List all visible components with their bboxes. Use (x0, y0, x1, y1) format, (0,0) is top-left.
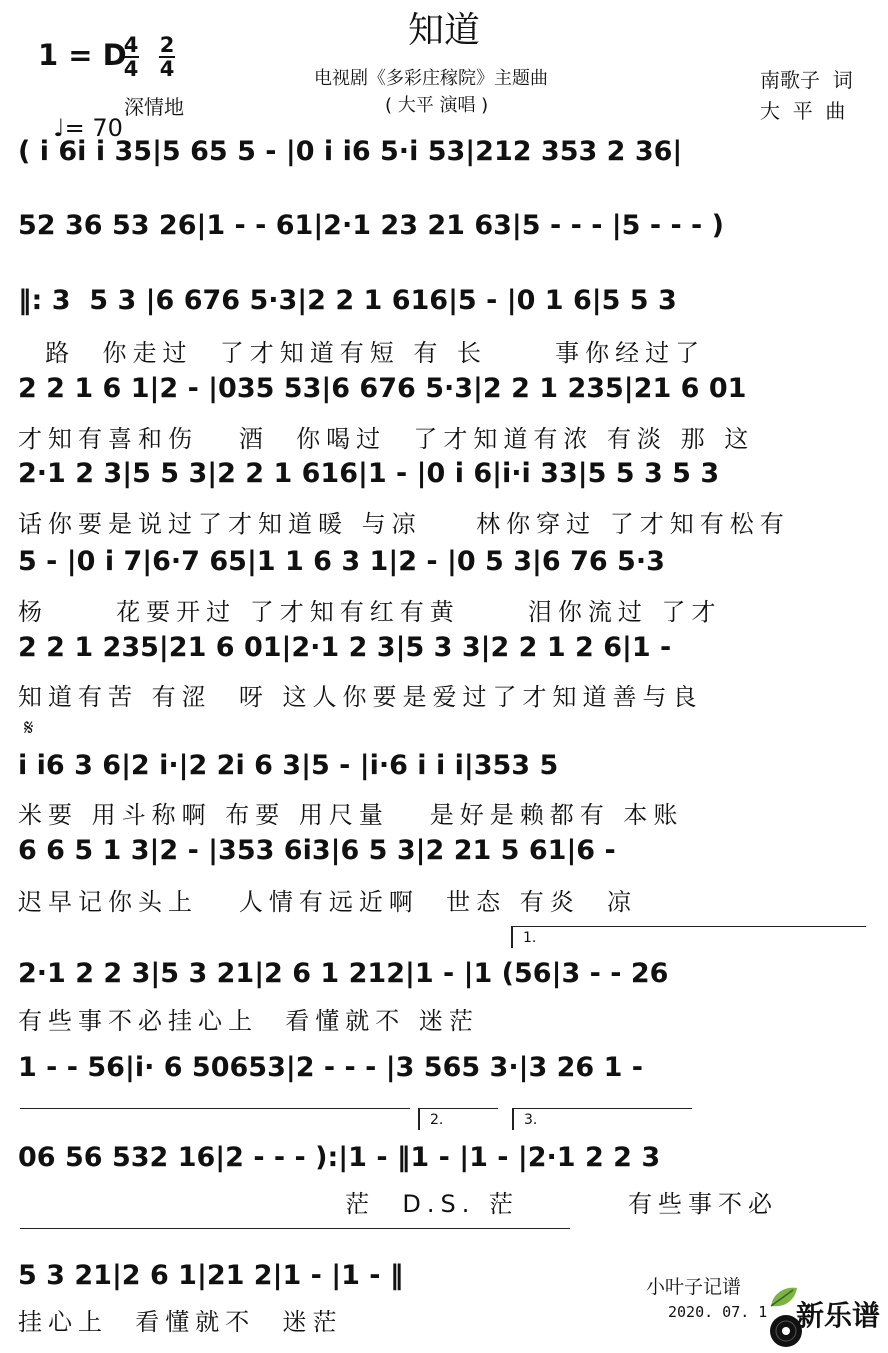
subtitle-theme: 电视剧《多彩庄稼院》主题曲 (314, 68, 548, 89)
score-line-6 (0, 546, 888, 590)
volta-1-bracket-edge (511, 926, 513, 948)
volta-2-bracket (418, 1108, 498, 1109)
score-line-1 (0, 136, 888, 180)
score-line-10 (0, 958, 888, 1002)
notation-text: 2 2 1 235|21 6 01|2·1 2 3|5 3 3|2 2 1 2 6|1 - (18, 632, 672, 663)
volta-1-label: 1. (523, 930, 537, 946)
expression-text: 深情地 (124, 95, 184, 119)
score-line-9 (0, 835, 888, 879)
composer-credit: 大 平 曲 (760, 99, 846, 123)
lyrics-line-7: 知道有苦 有涩 呀 这人你要是爱过了才知道善与良 (18, 683, 703, 711)
notation-text: 1 - - 56|i· 6 50653|2 - - - |3 565 3·|3 26 1 - (18, 1052, 643, 1083)
lyricist-credit: 南歌子 词 (760, 68, 853, 92)
volta-3-label: 3. (524, 1112, 538, 1128)
notation-text: 5 - |0 i 7|6·7 65|1 1 6 3 1|2 - |0 5 3|6 76 5·3 (18, 546, 665, 577)
score-line-7 (0, 632, 888, 676)
score-line-12 (0, 1142, 888, 1186)
notation-text: 52 36 53 26|1 - - 61|2·1 23 21 63|5 - - - |5 - - - ) (18, 210, 725, 241)
song-title: 知道 (407, 10, 480, 51)
subtitle-performer: ( 大平 演唱 ) (385, 95, 489, 116)
tempo-value: = 70 (64, 114, 123, 142)
volta-2-label: 2. (430, 1112, 444, 1128)
meter-2-4 (157, 34, 177, 80)
lyrics-line-13: 挂心上 看懂就不 迷茫 (18, 1308, 343, 1336)
volta-1-continuation (20, 1108, 410, 1109)
volta-3-bracket-edge (512, 1108, 514, 1130)
tempo-marking (38, 86, 123, 142)
lyrics-line-3: 路 你走过 了才知道有短 有 长 事你经过了 (18, 339, 706, 367)
score-line-5 (0, 458, 888, 502)
meter-denominator: 4 (159, 57, 175, 81)
volta-3-bracket (512, 1108, 692, 1109)
notation-text: 2 2 1 6 1|2 - |035 53|6 676 5·3|2 2 1 235|21 6 01 (18, 373, 747, 404)
volta-1-bracket (511, 926, 866, 927)
score-line-4 (0, 373, 888, 417)
brand-logo-text: 新乐谱 (796, 1299, 881, 1332)
volta-2-bracket-edge (418, 1108, 420, 1130)
meter-numerator: 2 (159, 33, 175, 57)
lyrics-line-8: 米要 用斗称啊 布要 用尺量 是好是赖都有 本账 (18, 801, 684, 829)
lyrics-line-12: 茫 D.S. 茫 有些事不必 (18, 1190, 778, 1218)
meter-denominator: 4 (123, 57, 139, 81)
notation-text: ( i 6i i 35|5 65 5 - |0 i i6 5·i 53|212 353 2 36| (18, 136, 683, 167)
score-line-3 (0, 285, 888, 329)
notation-text: i i6 3 6|2 i·|2 2i 6 3|5 - |i·6 i i i|353 5 (18, 750, 559, 781)
notation-text: 2·1 2 2 3|5 3 21|2 6 1 212|1 - |1 (56|3 - - 26 (18, 958, 669, 989)
segno-sign: 𝄋 (24, 716, 34, 741)
meter-4-4 (121, 34, 141, 80)
volta-3-continuation (20, 1228, 570, 1229)
lyrics-line-4: 才知有喜和伤 酒 你喝过 了才知道有浓 有淡 那 这 (18, 425, 755, 453)
score-line-2 (0, 210, 888, 254)
lyrics-line-5: 话你要是说过了才知道暖 与凉 林你穿过 了才知有松有 (18, 510, 790, 538)
notation-text: 6 6 5 1 3|2 - |353 6i3|6 5 3|2 21 5 61|6 - (18, 835, 616, 866)
key-signature: 1 = D (38, 38, 127, 72)
notation-text: 5 3 21|2 6 1|21 2|1 - |1 - ‖ (18, 1260, 404, 1291)
lyrics-line-6: 杨 花要开过 了才知有红有黄 泪你流过 了才 (18, 598, 722, 626)
score-line-11 (0, 1052, 888, 1096)
notation-text: ‖: 3 5 3 |6 676 5·3|2 2 1 616|5 - |0 1 6|5 5 3 (18, 285, 677, 316)
notation-text: 2·1 2 3|5 5 3|2 2 1 616|1 - |0 i 6|i·i 33|5 5 3 5 3 (18, 458, 720, 489)
lyrics-line-10: 有些事不必挂心上 看懂就不 迷茫 (18, 1007, 479, 1035)
transcription-date: 2020. 07. 1 (668, 1303, 768, 1321)
notation-text: 06 56 532 16|2 - - - ):|1 - ‖1 - |1 - |2·1 2 2 3 (18, 1142, 661, 1173)
score-line-13 (0, 1260, 888, 1304)
lyrics-line-9: 迟早记你头上 人情有远近啊 世态 有炎 凉 (18, 888, 638, 916)
quarter-note-icon: ♩ (53, 114, 65, 142)
score-line-8 (0, 750, 888, 794)
transcriber-signature: 小叶子记谱 (646, 1276, 742, 1298)
meter-numerator: 4 (123, 33, 139, 57)
